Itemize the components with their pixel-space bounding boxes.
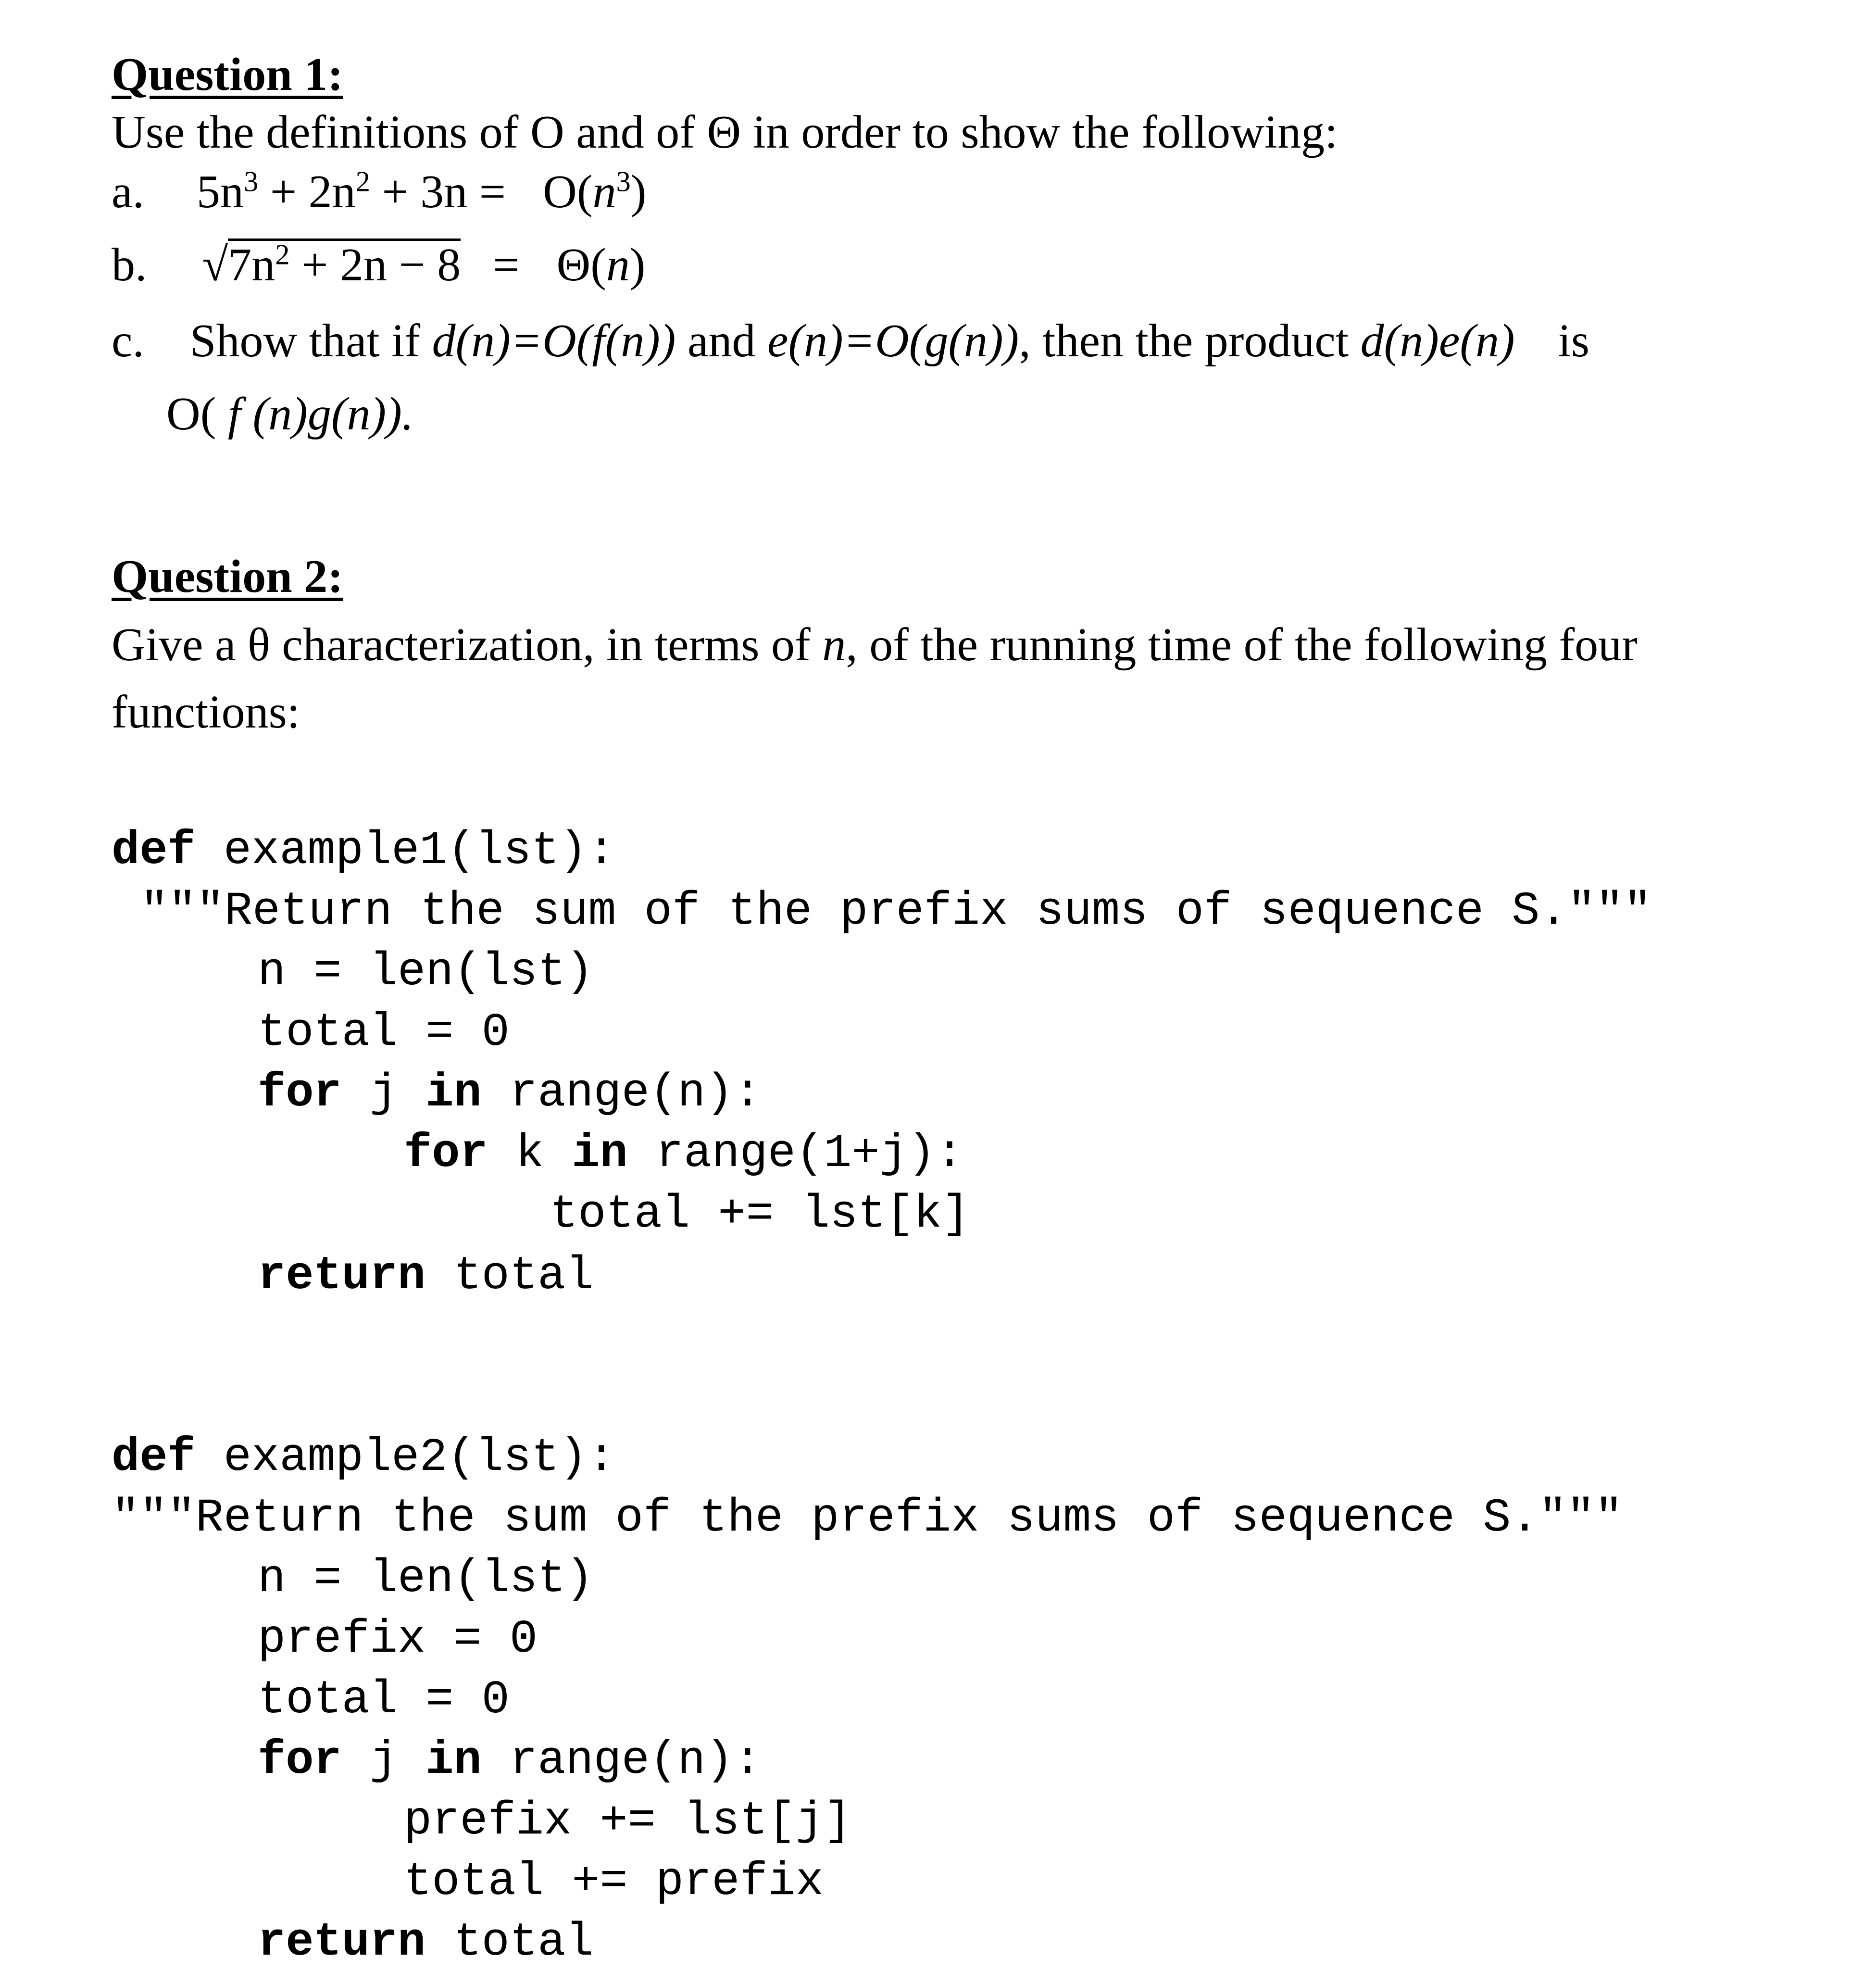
- example2-line-total: total = 0: [258, 1674, 510, 1727]
- item-c-expr-e: e(n)=O(g(n)): [767, 315, 1019, 367]
- example1-for-inner: for k in range(1+j):: [404, 1128, 964, 1180]
- example2-line-total-acc: total += prefix: [404, 1856, 824, 1908]
- example2-docstring: """Return the sum of the prefix sums of sequence S.""": [112, 1492, 1623, 1545]
- example1-for-outer: for j in range(n):: [258, 1067, 762, 1120]
- question1-heading: Question 1:: [112, 49, 343, 100]
- intro-var-n: n: [822, 619, 846, 671]
- example2-return: return total: [258, 1916, 594, 1969]
- question1-item-a: [112, 165, 647, 218]
- example1-line-n: n = len(lst): [258, 946, 594, 999]
- example2-for: for j in range(n):: [258, 1734, 762, 1787]
- item-b-label: b.: [112, 239, 147, 291]
- item-b-equals: =: [493, 239, 520, 291]
- item-c-label: c.: [112, 315, 144, 367]
- example1-def-line: def example1(lst):: [112, 825, 615, 878]
- item-b-radicand: $7n^2 + 2n - 8$: [228, 238, 461, 291]
- item-a-label: a.: [112, 166, 144, 218]
- example2-def-line: def example2(lst):: [112, 1431, 615, 1484]
- example2-line-prefix-acc: prefix += lst[j]: [404, 1795, 852, 1848]
- question1-item-b: [112, 238, 646, 291]
- example2-line-prefix: prefix = 0: [258, 1613, 538, 1666]
- item-c-expr-product: d(n)e(n): [1360, 315, 1515, 367]
- question1-item-c: c. Show that if d(n)=O(f(n)) and e(n)=O(g(n)), then the product d(n)e(n) is: [112, 315, 1589, 367]
- item-c-expr-d: d(n)=O(f(n)): [432, 315, 676, 367]
- question2-intro: Give a θ characterization, in terms of n, of the running time of the following four: [112, 619, 1638, 671]
- question2-intro-line2: functions:: [112, 686, 300, 738]
- item-a-lhs: $5n^3 + 2n^2 + 3n$ =: [197, 165, 506, 218]
- example1-docstring: """Return the sum of the prefix sums of sequence S.""": [140, 885, 1652, 938]
- example2-line-n: n = len(lst): [258, 1553, 594, 1606]
- question2-heading: Question 2:: [112, 551, 343, 602]
- question1-item-c-line2: O( f (n)g(n)).: [166, 388, 414, 440]
- example1-line-total: total = 0: [258, 1006, 510, 1059]
- item-b-rhs: Θ(n): [556, 239, 646, 291]
- question1-intro: Use the definitions of O and of Θ in order to show the following:: [112, 106, 1338, 158]
- item-a-rhs: $O(n^3)$: [543, 165, 647, 218]
- example1-return: return total: [258, 1250, 594, 1303]
- radical-sign: √: [202, 239, 228, 291]
- example1-line-accum: total += lst[k]: [550, 1188, 970, 1241]
